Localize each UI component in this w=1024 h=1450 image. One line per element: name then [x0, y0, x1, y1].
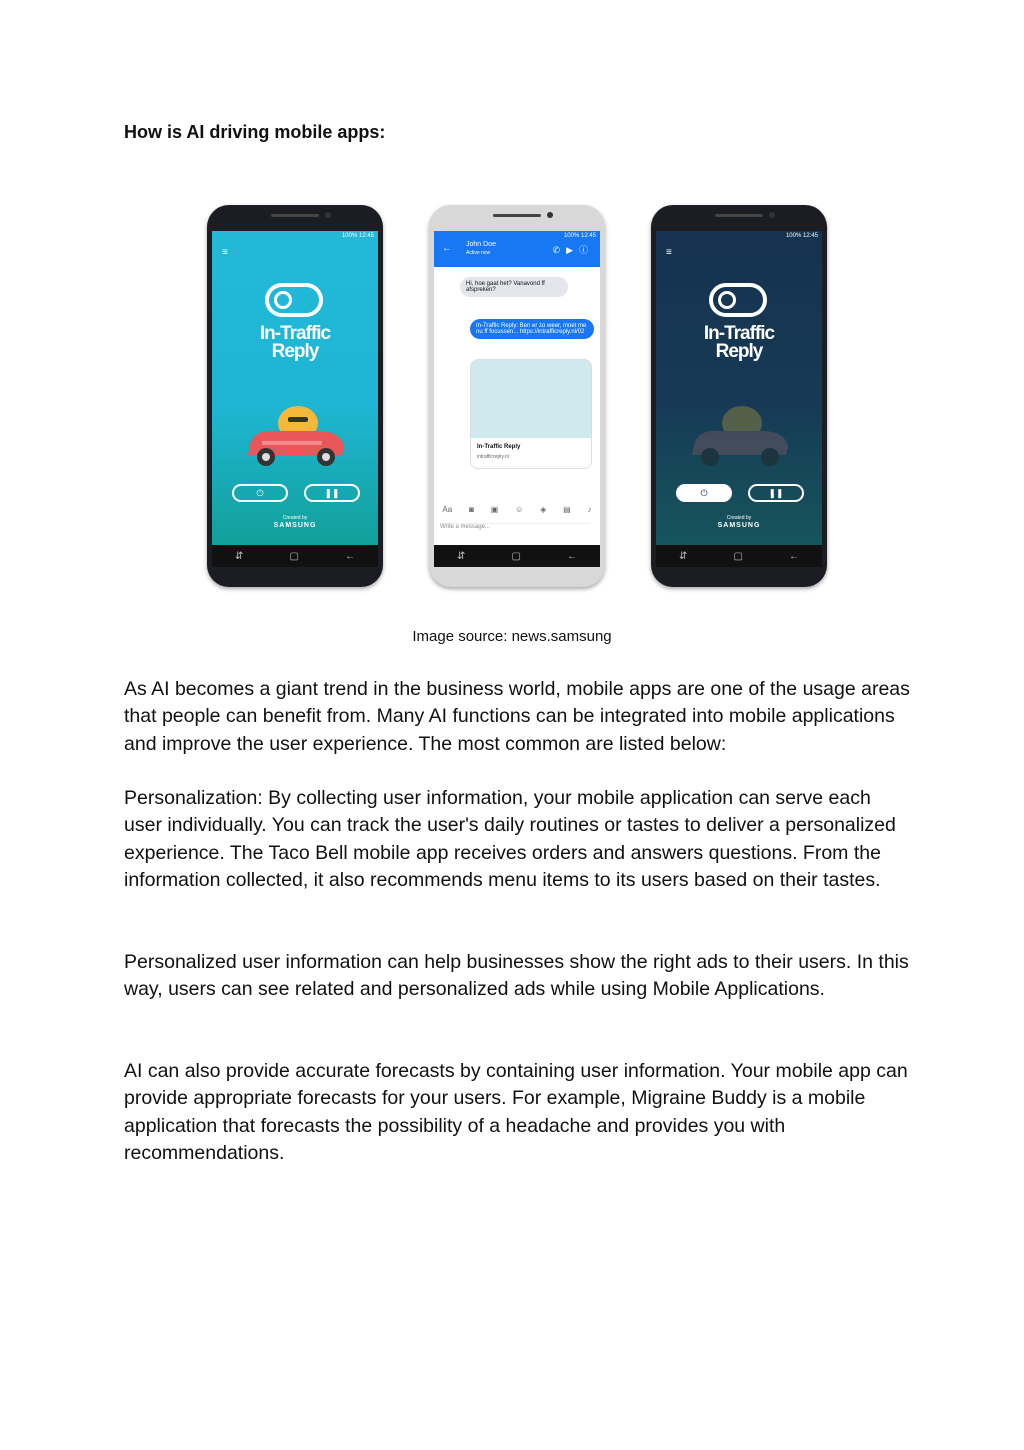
paragraph-personalization: Personalization: By collecting user information, your mobile application can serve each user individually. You can track the user's daily routines or tastes to deliver a personalized experience. The Taco Bell mobile app receives orders and answers questions. From the information collected, it also recommends menu items to its users based on their tastes. — [124, 787, 896, 891]
mic-icon[interactable]: ♪ — [587, 504, 592, 514]
back-icon[interactable]: ← — [566, 550, 577, 562]
phone-middle — [429, 205, 605, 587]
outgoing-message: In-Traffic Reply: Ben er zo weer, moet me nu ff focussen... https://intrafficreply.nl/02 — [470, 319, 594, 339]
created-by-label: Created by — [726, 515, 752, 521]
paragraph-intro: As AI becomes a giant trend in the business world, mobile apps are one of the usage areas that people can benefit from. Many AI functions can be integrated into mobile applications and improve the user experience. The most common are listed below: — [124, 678, 910, 755]
contact-name: John Doe — [466, 241, 496, 248]
camera-icon[interactable]: ◙ — [469, 504, 474, 514]
brand-label: SAMSUNG — [273, 522, 317, 529]
power-button[interactable]: ⏻ — [232, 484, 288, 502]
phone-left — [207, 205, 383, 587]
pause-button[interactable]: ❚❚ — [304, 484, 360, 502]
back-icon[interactable]: ← — [788, 550, 799, 562]
front-camera — [325, 212, 331, 218]
phone-right-screen — [656, 231, 822, 545]
created-by-label: Created by — [282, 515, 308, 521]
home-icon[interactable]: ▢ — [511, 550, 521, 562]
paragraph-ads: Personalized user information can help businesses show the right ads to their users. In this way, users can see related and personalized ads while using Mobile Applications. — [124, 951, 909, 1001]
chat-header — [434, 231, 600, 267]
brand-label: SAMSUNG — [717, 522, 761, 529]
link-preview-card[interactable] — [470, 359, 592, 469]
speaker-grille — [271, 214, 319, 217]
phone-middle-screen — [434, 231, 600, 545]
status-bar: 100% 12:45 — [785, 233, 818, 239]
app-logo-text: In-Traffic Reply — [259, 323, 331, 362]
app-logo-icon — [709, 283, 767, 317]
car-illustration — [242, 401, 348, 471]
nav-bar — [656, 545, 822, 567]
emoji-icon[interactable]: ☺ — [515, 504, 524, 514]
recent-apps-icon[interactable]: ⇵ — [679, 550, 688, 562]
text-style-icon[interactable]: Aa — [442, 504, 453, 514]
contact-status: Active now — [466, 250, 491, 256]
front-camera — [547, 212, 553, 218]
menu-icon: ≡ — [666, 247, 672, 258]
recent-apps-icon[interactable]: ⇵ — [457, 550, 466, 562]
nav-bar — [212, 545, 378, 567]
status-bar: 100% 12:45 — [563, 233, 596, 239]
gif-icon[interactable]: ▤ — [563, 504, 571, 514]
back-arrow-icon[interactable]: ← — [442, 243, 452, 254]
nav-bar — [434, 545, 600, 567]
incoming-message: Hi, hoe gaat het? Vanavond ff afspreken? — [460, 277, 568, 297]
home-icon[interactable]: ▢ — [733, 550, 743, 562]
home-icon[interactable]: ▢ — [289, 550, 299, 562]
speaker-grille — [493, 214, 541, 217]
front-camera — [769, 212, 775, 218]
power-button[interactable]: ⏻ — [676, 484, 732, 502]
page-heading: How is AI driving mobile apps: — [124, 122, 386, 142]
game-icon[interactable]: ◈ — [540, 504, 547, 514]
gallery-icon[interactable]: ▣ — [490, 504, 499, 514]
link-preview-url: intrafficreply.nl — [477, 454, 509, 460]
phone-left-screen — [212, 231, 378, 545]
image-caption: Image source: news.samsung — [412, 628, 612, 645]
menu-icon: ≡ — [222, 247, 228, 258]
phone-right — [651, 205, 827, 587]
pause-button[interactable]: ❚❚ — [748, 484, 804, 502]
chat-toolbar — [434, 501, 600, 517]
back-icon[interactable]: ← — [344, 550, 355, 562]
link-preview-title: In-Traffic Reply — [477, 444, 521, 450]
car-illustration — [686, 401, 792, 471]
status-bar: 100% 12:45 — [341, 233, 374, 239]
paragraph-forecasts: AI can also provide accurate forecasts by containing user information. Your mobile app can provide appropriate forecasts for your users. For example, Migraine Buddy is a mobile application that forecasts the possibility of a headache and provides you with recommendations. — [124, 1060, 908, 1164]
recent-apps-icon[interactable]: ⇵ — [235, 550, 244, 562]
app-logo-icon — [265, 283, 323, 317]
link-preview-image — [471, 360, 591, 438]
call-video-info-icons[interactable]: ✆▶ⓘ — [552, 245, 594, 255]
app-logo-text: In-Traffic Reply — [703, 323, 775, 362]
message-input[interactable]: Write a message... — [440, 523, 590, 538]
phones-figure — [200, 205, 830, 590]
speaker-grille — [715, 214, 763, 217]
